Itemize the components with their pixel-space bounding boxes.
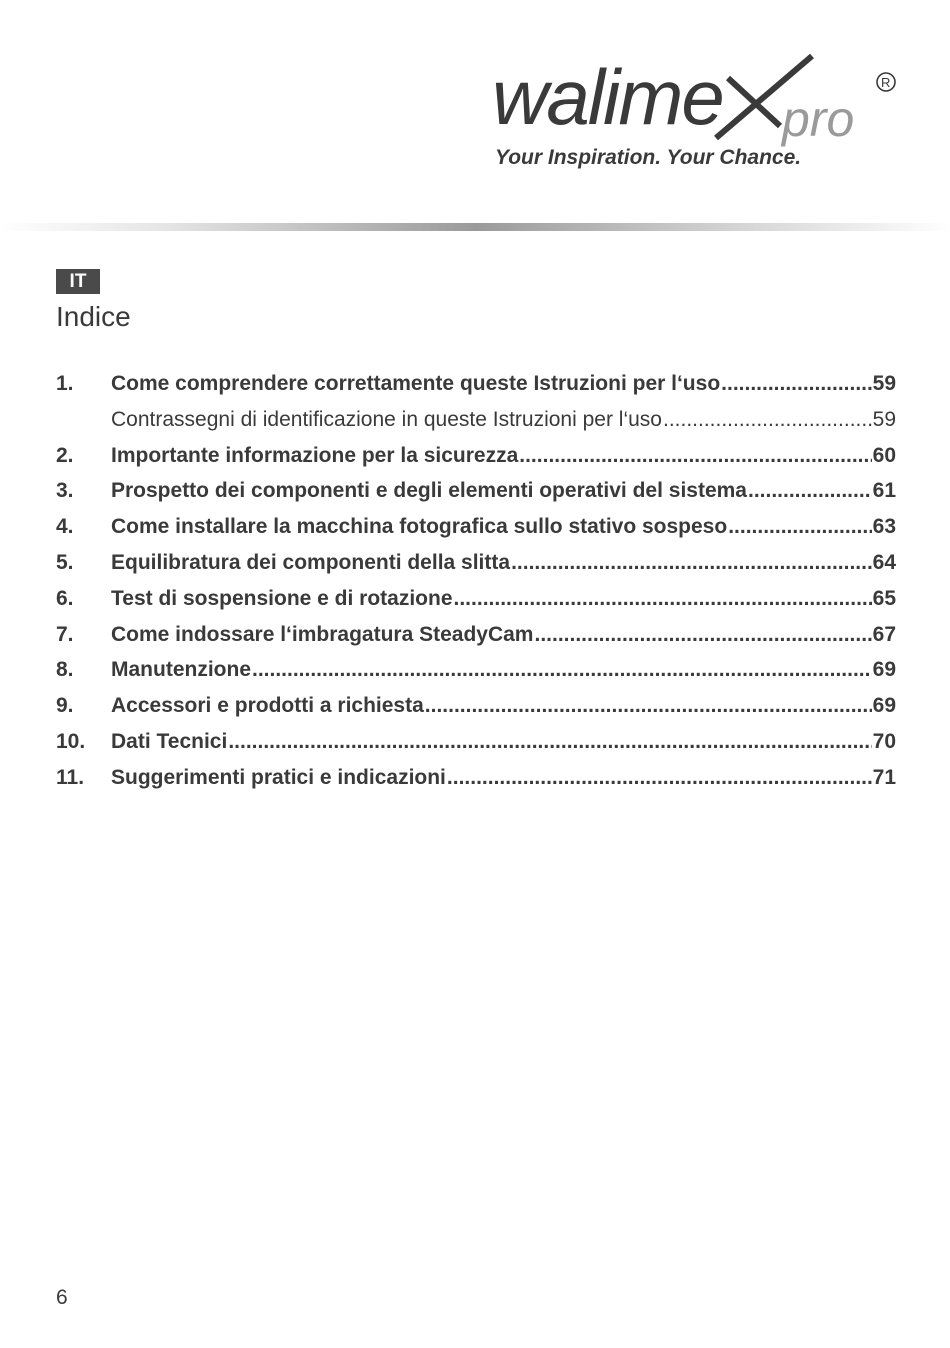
toc-entry-title: Dati Tecnici xyxy=(111,729,228,753)
toc-entry-number: 3. xyxy=(56,479,74,503)
toc-entry[interactable] xyxy=(56,658,896,694)
language-badge: IT xyxy=(56,269,100,294)
toc-entry-leader xyxy=(425,694,872,718)
toc-entry[interactable] xyxy=(56,551,896,587)
toc-entry[interactable] xyxy=(56,408,896,444)
toc-entry[interactable] xyxy=(56,372,896,408)
toc-entry-leader xyxy=(519,444,871,468)
svg-text:walime: walime xyxy=(492,53,723,141)
toc-entry-leader xyxy=(728,515,871,539)
toc-entry-page: 59 xyxy=(872,372,896,395)
toc-entry[interactable] xyxy=(56,694,896,730)
toc-entry-page: 67 xyxy=(872,622,896,646)
header-divider xyxy=(0,223,950,231)
toc-entry-page: 69 xyxy=(872,694,896,718)
toc-entry[interactable] xyxy=(56,766,896,802)
toc-entry-page: 61 xyxy=(872,479,896,503)
toc-entry-number: 6. xyxy=(56,586,74,610)
toc-entry-number: 2. xyxy=(56,443,74,467)
toc-entry-title: Come comprendere correttamente queste Istruzioni per l‘uso xyxy=(111,372,721,395)
toc-entry-number: 8. xyxy=(56,658,74,682)
toc-entry-title: Test di sospensione e di rotazione xyxy=(111,586,453,610)
toc-entry-number: 11. xyxy=(56,765,85,789)
toc-entry-title: Suggerimenti pratici e indicazioni xyxy=(111,765,446,789)
toc-entry-leader xyxy=(447,766,872,790)
toc-entry-number: 9. xyxy=(56,694,74,718)
toc-entry-page: 59 xyxy=(872,407,896,431)
toc-entry-title: Equilibratura dei componenti della slitta xyxy=(111,550,511,574)
toc-entry-title: Manutenzione xyxy=(111,658,251,682)
toc-entry-page: 65 xyxy=(872,586,896,610)
toc-entry[interactable] xyxy=(56,444,896,480)
toc-entry-page: 70 xyxy=(872,729,896,753)
toc-entry-number: 10. xyxy=(56,729,86,753)
toc-entry-page: 71 xyxy=(872,765,896,789)
toc-entry-leader xyxy=(748,479,872,503)
toc-entry-title: Prospetto dei componenti e degli elementi operativi del sistema xyxy=(111,479,747,503)
toc-entry-title: Importante informazione per la sicurezza xyxy=(111,443,519,467)
toc-entry-number: 7. xyxy=(56,622,74,646)
tagline: Your Inspiration. Your Chance. xyxy=(495,146,802,169)
toc-entry-number: 5. xyxy=(56,550,74,574)
toc-entry-page: 60 xyxy=(872,443,896,467)
toc-entry-title: Contrassegni di identificazione in queste Istruzioni per l‘uso xyxy=(111,407,662,431)
toc-entry-title: Come indossare l‘imbragatura SteadyCam xyxy=(111,622,534,646)
toc-entry[interactable] xyxy=(56,587,896,623)
toc-entry-number: 1. xyxy=(56,372,74,395)
toc-entry-leader xyxy=(228,730,871,754)
table-of-contents xyxy=(56,372,896,802)
toc-entry-leader xyxy=(534,623,871,647)
page-title: Indice xyxy=(56,301,131,332)
svg-text:R: R xyxy=(881,75,891,90)
toc-entry[interactable] xyxy=(56,730,896,766)
toc-entry-leader xyxy=(252,658,872,682)
toc-entry-title: Accessori e prodotti a richiesta xyxy=(111,694,424,718)
toc-entry-number: 4. xyxy=(56,515,74,539)
toc-entry[interactable] xyxy=(56,515,896,551)
toc-entry-page: 69 xyxy=(872,658,896,682)
toc-entry-page: 64 xyxy=(872,550,896,574)
toc-entry-leader xyxy=(721,372,871,396)
page-number: 6 xyxy=(56,1286,68,1309)
toc-entry[interactable] xyxy=(56,479,896,515)
toc-entry-leader xyxy=(454,587,872,611)
logo-graphic xyxy=(490,48,910,148)
toc-entry[interactable] xyxy=(56,623,896,659)
toc-entry-leader xyxy=(511,551,872,575)
toc-entry-leader xyxy=(663,408,872,432)
svg-text:pro: pro xyxy=(782,91,855,147)
toc-entry-page: 63 xyxy=(872,515,896,539)
toc-entry-title: Come installare la macchina fotografica sullo stativo sospeso xyxy=(111,515,728,539)
